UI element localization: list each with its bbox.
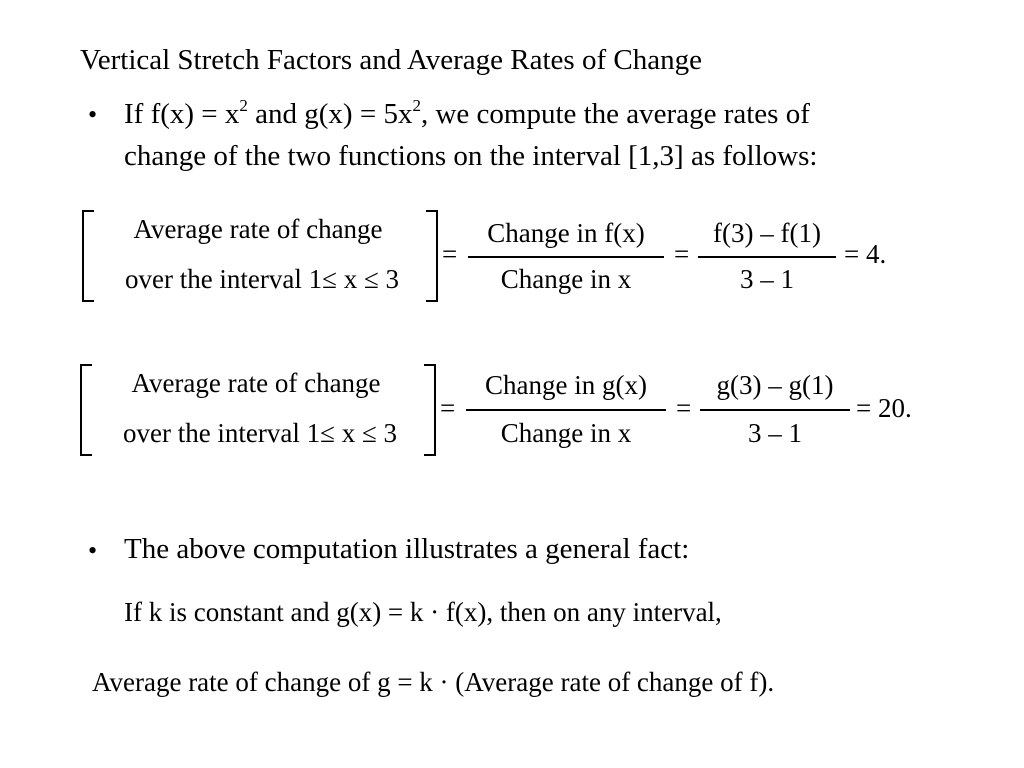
bullet-2-symbol: • <box>88 536 98 565</box>
equals-sign: = <box>440 393 456 423</box>
fraction-1-bar <box>468 256 664 258</box>
bracket-top-text: Average rate of change <box>131 368 381 398</box>
bullet-2-text: The above computation illustrates a general fact: <box>124 533 690 565</box>
fraction-2-numerator: g(3) – g(1) <box>716 370 834 400</box>
fraction-2-denominator: 3 – 1 <box>748 418 802 448</box>
equals-sign: = <box>442 239 458 269</box>
bracket-bottom-text: over the interval 1≤ x ≤ 3 <box>122 418 398 448</box>
fraction-2-bar <box>698 256 836 258</box>
bullet-1-line-1 <box>124 94 810 138</box>
result: = 20. <box>856 393 912 423</box>
fraction-1-denominator: Change in x <box>500 264 632 294</box>
right-bracket <box>424 364 436 456</box>
equals-sign: = <box>674 239 690 269</box>
right-bracket <box>426 210 438 302</box>
bullet-1-symbol: • <box>88 100 98 129</box>
bracket-bottom-text: over the interval 1≤ x ≤ 3 <box>124 264 400 294</box>
fraction-1-numerator: Change in g(x) <box>485 370 647 400</box>
fraction-1-numerator: Change in f(x) <box>487 218 645 248</box>
fraction-2-denominator: 3 – 1 <box>740 264 794 294</box>
bullet-1-text-c: , we compute the average rates of <box>420 98 810 130</box>
fraction-2-numerator: f(3) – f(1) <box>713 218 821 248</box>
exponent-1: 2 <box>239 96 248 115</box>
result: = 4. <box>844 239 887 269</box>
fraction-2-bar <box>700 409 850 411</box>
bullet-1-text-a: If f(x) = x <box>124 98 240 130</box>
fraction-1-denominator: Change in x <box>500 418 632 448</box>
fact-line-2: Average rate of change of g = k · (Average rate of change of f). <box>92 667 775 697</box>
bracket-top-text: Average rate of change <box>133 214 383 244</box>
bullet-1-text-b: and g(x) = 5x <box>247 98 413 130</box>
bullet-1-line-2: change of the two functions on the interval [1,3] as follows: <box>124 140 818 172</box>
fact-line-1: If k is constant and g(x) = k · f(x), then on any interval, <box>124 597 722 627</box>
exponent-2: 2 <box>412 96 421 115</box>
page-title: Vertical Stretch Factors and Average Rates of Change <box>80 44 702 76</box>
equals-sign: = <box>676 393 692 423</box>
fraction-1-bar <box>466 409 666 411</box>
